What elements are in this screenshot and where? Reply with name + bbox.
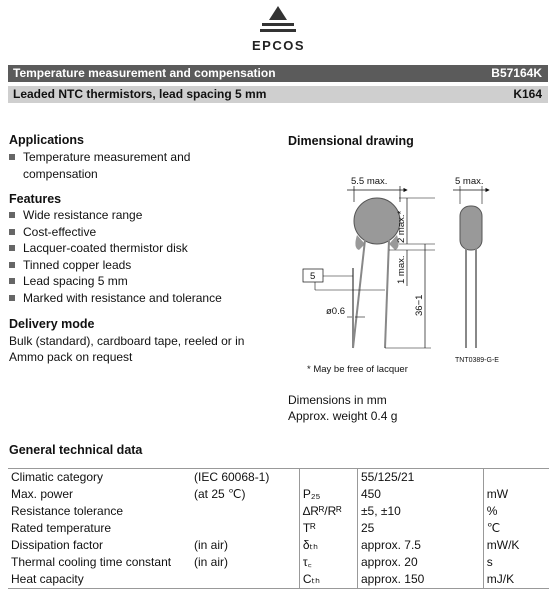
list-item: Marked with resistance and tolerance [9, 290, 222, 307]
applications-title: Applications [9, 133, 85, 147]
list-item: Cost-effective [9, 224, 222, 241]
bullet-icon [9, 212, 15, 218]
list-item: Temperature measurement and compensation [9, 149, 190, 182]
page-title: Temperature measurement and compensation [13, 66, 276, 80]
page-subtitle: Leaded NTC thermistors, lead spacing 5 mm [13, 87, 267, 101]
lead-left [353, 240, 365, 348]
table-row: Dissipation factor (in air) δₜₕ approx. 7.5 mW/K [8, 537, 549, 554]
lead-length-label: 36−1 [414, 294, 425, 316]
list-item: Tinned copper leads [9, 257, 222, 274]
lead-diameter-label: ø0.6 [326, 306, 346, 317]
lacquer-label: 1 max. [396, 255, 407, 284]
table-row: Heat capacity Cₜₕ approx. 150 mJ/K [8, 571, 549, 589]
thermistor-disk [354, 198, 400, 244]
lacquer-footnote: * May be free of lacquer [307, 364, 408, 375]
technical-data-table [8, 468, 549, 589]
technical-data-title: General technical data [9, 443, 143, 457]
subtitle-bar [8, 86, 548, 103]
features-list [9, 207, 222, 306]
delivery-title: Delivery mode [9, 317, 95, 331]
epcos-logo-icon [256, 4, 300, 36]
drawing-code: TNT0389-G-E [455, 357, 499, 364]
applications-list [9, 149, 190, 182]
list-item: Lacquer-coated thermistor disk [9, 240, 222, 257]
lead-right [385, 240, 389, 348]
table-row: Resistance tolerance ∆Rᴿ/Rᴿ ±5, ±10 % [8, 503, 549, 520]
width-side-label: 5 max. [455, 176, 484, 187]
bullet-icon [9, 262, 15, 268]
table-row: Thermal cooling time constant (in air) τ꜀ approx. 20 s [8, 554, 549, 571]
logo-area [0, 0, 557, 60]
table-row: Rated temperature Tᴿ 25 ℃ [8, 520, 549, 537]
drawing-title: Dimensional drawing [288, 134, 414, 148]
title-bar [8, 65, 548, 82]
brand-name: EPCOS [251, 38, 305, 53]
bullet-icon [9, 295, 15, 301]
thermistor-side [460, 206, 482, 250]
units-note: Dimensions in mm [288, 393, 387, 407]
features-title: Features [9, 192, 62, 206]
bullet-icon [9, 278, 15, 284]
width-front-label: 5.5 max. [351, 176, 388, 187]
bullet-icon [9, 245, 15, 251]
series-code: K164 [513, 87, 542, 101]
table-row: Max. power (at 25 ℃) P₂₅ 450 mW [8, 486, 549, 503]
weight-note: Approx. weight 0.4 g [288, 409, 398, 423]
table-row: Climatic category (IEC 60068-1) 55/125/21 [8, 469, 549, 487]
dimensional-drawing [285, 168, 547, 376]
height-star-label: 2 max.* [396, 210, 407, 243]
bullet-icon [9, 154, 15, 160]
delivery-text: Bulk (standard), cardboard tape, reeled or in Ammo pack on request [9, 334, 245, 364]
list-item: Lead spacing 5 mm [9, 273, 222, 290]
drawing-notes [288, 392, 397, 424]
bullet-icon [9, 229, 15, 235]
spacing-label: 5 [310, 271, 316, 282]
list-item: Wide resistance range [9, 207, 222, 224]
part-code: B57164K [491, 66, 542, 80]
